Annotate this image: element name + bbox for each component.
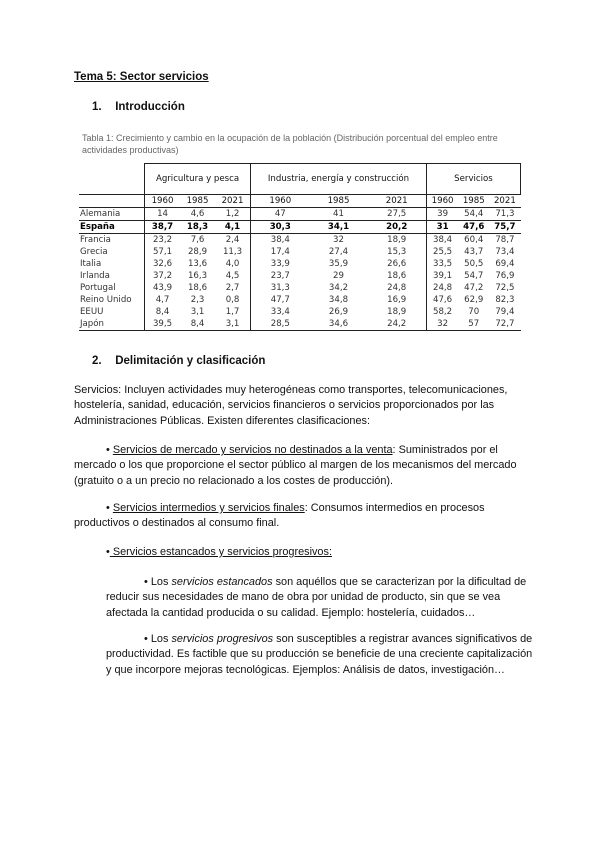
value-cell: 54,7 <box>464 271 484 281</box>
value-cell: 34,8 <box>328 295 349 305</box>
value-cell: 11,3 <box>222 247 243 257</box>
employment-table <box>79 163 521 331</box>
value-cell: 47,7 <box>251 294 310 306</box>
value-cell: 29 <box>333 271 344 281</box>
value-cell: 41 <box>333 209 344 219</box>
section-number: 1. <box>92 101 102 113</box>
value-cell: 28,9 <box>187 247 208 257</box>
value-cell: 79,4 <box>495 307 515 317</box>
section-number: 2. <box>92 355 102 367</box>
bullet-text: : Consumos intermedios en procesos productivos o destinados al consumo final. <box>74 502 485 530</box>
value-cell: 3,1 <box>190 307 205 317</box>
value-cell: 38,4 <box>426 234 458 247</box>
country-cell: España <box>79 221 145 234</box>
value-cell: 62,9 <box>464 295 484 305</box>
value-cell: 43,7 <box>464 247 484 257</box>
value-cell: 18,9 <box>387 307 407 317</box>
value-cell: 2,7 <box>225 283 240 293</box>
table-caption: Tabla 1: Crecimiento y cambio en la ocupación de la población (Distribución porcentual del empleo entre actividades productivas) <box>82 133 498 155</box>
value-cell: 7,6 <box>190 235 205 245</box>
table-corner <box>79 195 145 208</box>
country-cell: Reino Unido <box>80 295 132 305</box>
value-cell: 39 <box>426 208 458 221</box>
bullet-mercado <box>74 443 534 489</box>
value-cell: 27,4 <box>328 247 349 257</box>
value-cell: 35,9 <box>328 259 349 269</box>
value-cell: 16,9 <box>387 295 407 305</box>
value-cell: 50,5 <box>464 259 484 269</box>
value-cell: 8,4 <box>180 318 215 331</box>
year-header: 1960 <box>145 195 181 208</box>
value-cell: 76,9 <box>495 271 515 281</box>
intro-paragraph: Servicios: Incluyen actividades muy heterogéneas como transportes, telecomunicaciones, hostelería, sanidad, educación, servicios financieros o servicios proporcionados por las Administraciones Públicas. Existen diferentes clasificaciones: <box>74 384 508 427</box>
value-cell: 33,5 <box>426 258 458 270</box>
value-cell: 30,3 <box>251 221 310 234</box>
value-cell: 18,9 <box>387 235 407 245</box>
value-cell: 8,4 <box>145 306 181 318</box>
bullet-text: : Suministrados por el mercado o los que proporcione el sector público al margen de los mecanismos del mercado (gratuito o a un precio no relacionado a los costes de producción). <box>74 444 517 487</box>
value-cell: 23,2 <box>145 234 181 247</box>
value-cell: 39,1 <box>426 270 458 282</box>
value-cell: 43,9 <box>145 282 181 294</box>
value-cell: 37,2 <box>145 270 181 282</box>
value-cell: 69,4 <box>495 259 515 269</box>
value-cell: 1,7 <box>225 307 240 317</box>
value-cell: 72,7 <box>489 318 520 331</box>
value-cell: 24,8 <box>426 282 458 294</box>
value-cell: 71,3 <box>495 209 515 219</box>
value-cell: 72,5 <box>495 283 515 293</box>
year-header: 2021 <box>215 195 251 208</box>
value-cell: 60,4 <box>464 235 484 245</box>
section-title: Delimitación y clasificación <box>115 355 266 367</box>
value-cell: 47 <box>251 208 310 221</box>
table-row <box>79 282 521 294</box>
country-cell: Alemania <box>80 209 121 219</box>
value-cell: 26,9 <box>328 307 349 317</box>
value-cell: 17,4 <box>251 246 310 258</box>
bullet-marker: • <box>144 633 148 645</box>
value-cell: 0,8 <box>225 295 240 305</box>
sub-term: servicios progresivos <box>171 633 274 645</box>
table-corner <box>79 164 145 195</box>
sub-bullet-estancados <box>106 575 538 621</box>
table-row <box>79 306 521 318</box>
value-cell: 13,6 <box>187 259 208 269</box>
value-cell: 1,2 <box>225 209 240 219</box>
year-header: 2021 <box>367 195 426 208</box>
value-cell: 4,5 <box>225 271 240 281</box>
value-cell: 73,4 <box>495 247 515 257</box>
bullet-marker: • <box>106 444 110 456</box>
sub-bullet-progresivos <box>106 632 538 678</box>
value-cell: 82,3 <box>495 295 515 305</box>
value-cell: 47,6 <box>426 294 458 306</box>
table-row <box>79 318 521 331</box>
value-cell: 33,4 <box>251 306 310 318</box>
table-row <box>79 234 521 247</box>
value-cell: 47,6 <box>458 221 489 234</box>
value-cell: 47,2 <box>464 283 484 293</box>
value-cell: 54,4 <box>464 209 484 219</box>
sub-text: son susceptibles a registrar avances significativos de productividad. Es factible que su producción se beneficie de una creciente capitalización y que incorpore mejoras tecnológicas. Ejemplos: Análisis de datos, investigación… <box>106 633 533 676</box>
value-cell: 75,7 <box>489 221 520 234</box>
value-cell: 4,0 <box>225 259 240 269</box>
country-cell: Japón <box>79 318 145 331</box>
sub-text-pre: Los <box>147 576 172 588</box>
sub-text: son aquéllos que se caracterizan por la dificultad de reducir sus necesidades de mano de obra por unidad de producto, sin que se vea afectada la cantidad producida o su calidad. Ejemplo: hostelería, cuidados… <box>106 576 527 619</box>
year-header: 1985 <box>458 195 489 208</box>
bullet-marker: • <box>106 502 110 514</box>
value-cell: 33,9 <box>251 258 310 270</box>
country-cell: Italia <box>80 259 102 269</box>
group-header: Industria, energía y construcción <box>251 164 427 195</box>
value-cell: 2,4 <box>225 235 240 245</box>
document-title: Tema 5: Sector servicios <box>74 71 209 83</box>
value-cell: 24,2 <box>367 318 426 331</box>
value-cell: 32 <box>333 235 344 245</box>
country-cell: Grecia <box>80 247 108 257</box>
table-group-header-row <box>79 164 521 195</box>
table-row <box>79 270 521 282</box>
section-title: Introducción <box>115 101 185 113</box>
table-row <box>79 258 521 270</box>
value-cell: 57,1 <box>145 246 181 258</box>
value-cell: 26,6 <box>387 259 407 269</box>
sub-text-pre: Los <box>147 633 172 645</box>
value-cell: 24,8 <box>387 283 407 293</box>
value-cell: 14 <box>145 208 181 221</box>
table-years-row <box>79 195 521 208</box>
sub-term: servicios estancados <box>171 576 273 588</box>
value-cell: 28,5 <box>251 318 310 331</box>
value-cell: 15,3 <box>387 247 407 257</box>
country-cell: Portugal <box>80 283 116 293</box>
group-header: Agricultura y pesca <box>145 164 251 195</box>
bullet-marker: • <box>106 546 110 558</box>
year-header: 2021 <box>489 195 520 208</box>
value-cell: 25,5 <box>426 246 458 258</box>
country-cell: EEUU <box>80 307 104 317</box>
value-cell: 18,3 <box>180 221 215 234</box>
value-cell: 34,6 <box>310 318 368 331</box>
value-cell: 2,3 <box>190 295 205 305</box>
section-heading-introduccion <box>92 101 185 113</box>
bullet-heading: Servicios intermedios y servicios finales <box>112 502 305 514</box>
value-cell: 4,1 <box>215 221 251 234</box>
table-row <box>79 246 521 258</box>
table-row <box>79 208 521 221</box>
bullet-heading: Servicios de mercado y servicios no destinados a la venta <box>112 444 393 456</box>
table-body <box>79 208 521 331</box>
country-cell: Irlanda <box>80 271 110 281</box>
value-cell: 70 <box>468 307 480 317</box>
bullet-heading: Servicios estancados y servicios progresivos: <box>109 546 332 558</box>
value-cell: 4,7 <box>145 294 181 306</box>
year-header: 1985 <box>310 195 368 208</box>
value-cell: 18,6 <box>187 283 208 293</box>
value-cell: 34,1 <box>310 221 368 234</box>
value-cell: 4,6 <box>190 209 205 219</box>
value-cell: 18,6 <box>387 271 407 281</box>
value-cell: 38,7 <box>145 221 181 234</box>
table-row <box>79 221 521 234</box>
value-cell: 57 <box>458 318 489 331</box>
bullet-estancados <box>74 545 534 560</box>
year-header: 1985 <box>180 195 215 208</box>
value-cell: 38,4 <box>251 234 310 247</box>
bullet-marker: • <box>144 576 148 588</box>
value-cell: 39,5 <box>145 318 181 331</box>
value-cell: 58,2 <box>426 306 458 318</box>
value-cell: 23,7 <box>251 270 310 282</box>
year-header: 1960 <box>251 195 310 208</box>
value-cell: 16,3 <box>187 271 208 281</box>
table-row <box>79 294 521 306</box>
value-cell: 31 <box>426 221 458 234</box>
value-cell: 32 <box>426 318 458 331</box>
value-cell: 32,6 <box>145 258 181 270</box>
group-header: Servicios <box>426 164 520 195</box>
value-cell: 34,2 <box>328 283 349 293</box>
value-cell: 31,3 <box>251 282 310 294</box>
value-cell: 27,5 <box>387 209 407 219</box>
section-heading-delimitacion <box>92 355 265 367</box>
value-cell: 20,2 <box>367 221 426 234</box>
bullet-intermedios <box>74 501 534 532</box>
country-cell: Francia <box>80 235 111 245</box>
value-cell: 78,7 <box>495 235 515 245</box>
year-header: 1960 <box>426 195 458 208</box>
value-cell: 3,1 <box>215 318 251 331</box>
